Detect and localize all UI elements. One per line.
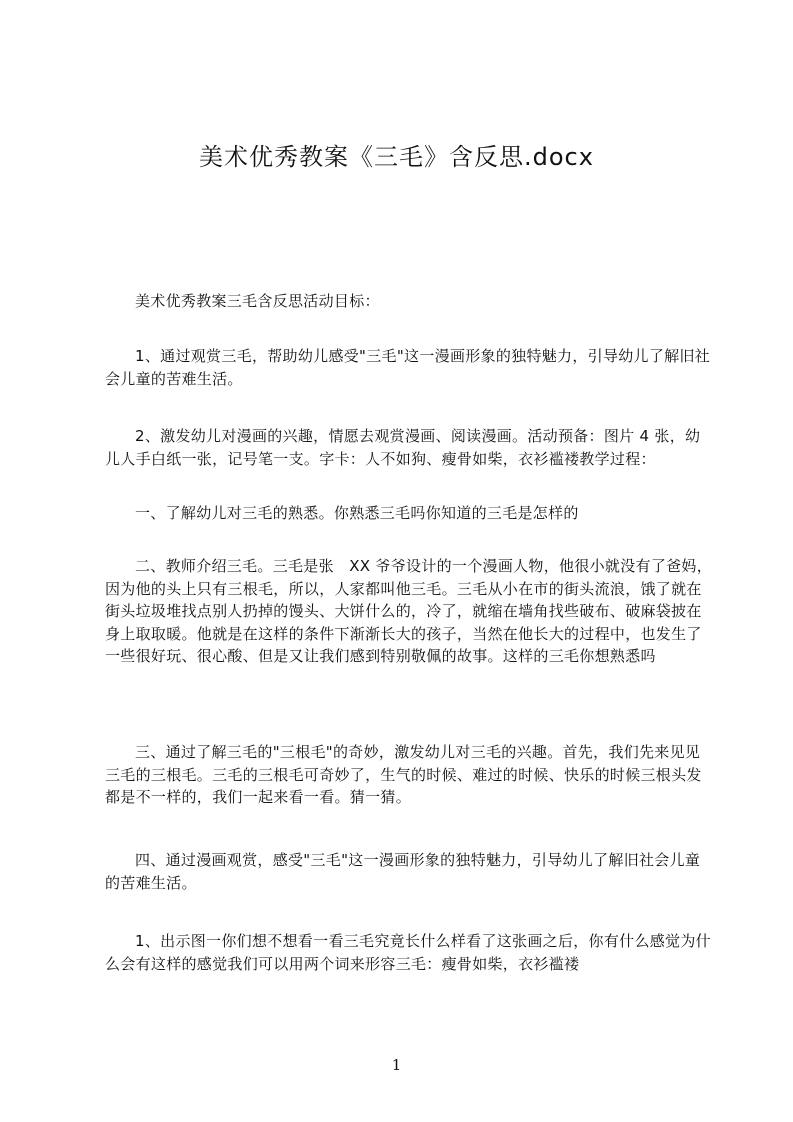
page-number: 1 [391,1056,402,1074]
paragraph-objective-1: 1、通过观赏三毛，帮助幼儿感受"三毛"这一漫画形象的独特魅力，引导幼儿了解旧社会儿童的苦难生活。 [105,347,711,388]
paragraph-step-2: 二、教师介绍三毛。三毛是张 XX 爷爷设计的一个漫画人物，他很小就没有了爸妈，因为他的头上只有三根毛，所以，人家都叫他三毛。三毛从小在市的街头流浪，饿了就在街头垃圾堆找点别人扔掉的馒头、大饼什么的，冷了，就缩在墙角找些破布、破麻袋披在身上取取暖。他就是在这样的条件下渐渐长大的孩子，当然在他长大的过程中，也发生了一些很好玩、很心酸、但是又让我们感到特别敬佩的故事。这样的三毛你想熟悉吗 [105,557,713,665]
paragraph-step-4-1: 1、出示图一你们想不想看一看三毛究竟长什么样看了这张画之后，你有什么感觉为什么会有这样的感觉我们可以用两个词来形容三毛：瘦骨如柴，衣衫褴褛 [105,932,711,973]
paragraph-objective-2: 2、激发幼儿对漫画的兴趣，情愿去观赏漫画、阅读漫画。活动预备：图片 4 张，幼儿人手白纸一张，记号笔一支。字卡：人不如狗、瘦骨如柴，衣衫褴褛教学过程： [105,427,701,468]
paragraph-step-3: 三、通过了解三毛的"三根毛"的奇妙，激发幼儿对三毛的兴趣。首先，我们先来见见三毛的三根毛。三毛的三根毛可奇妙了，生气的时候、难过的时候、快乐的时候三根头发都是不一样的，我们一起来看一看。猜一猜。 [105,743,702,806]
document-title: 美术优秀教案《三毛》含反思.docx [199,143,594,171]
paragraph-step-4: 四、通过漫画观赏，感受"三毛"这一漫画形象的独特魅力，引导幼儿了解旧社会儿童的苦难生活。 [105,851,701,892]
paragraph-objectives-heading: 美术优秀教案三毛含反思活动目标： [135,292,380,310]
paragraph-step-1: 一、了解幼儿对三毛的熟悉。你熟悉三毛吗你知道的三毛是怎样的 [135,504,579,522]
